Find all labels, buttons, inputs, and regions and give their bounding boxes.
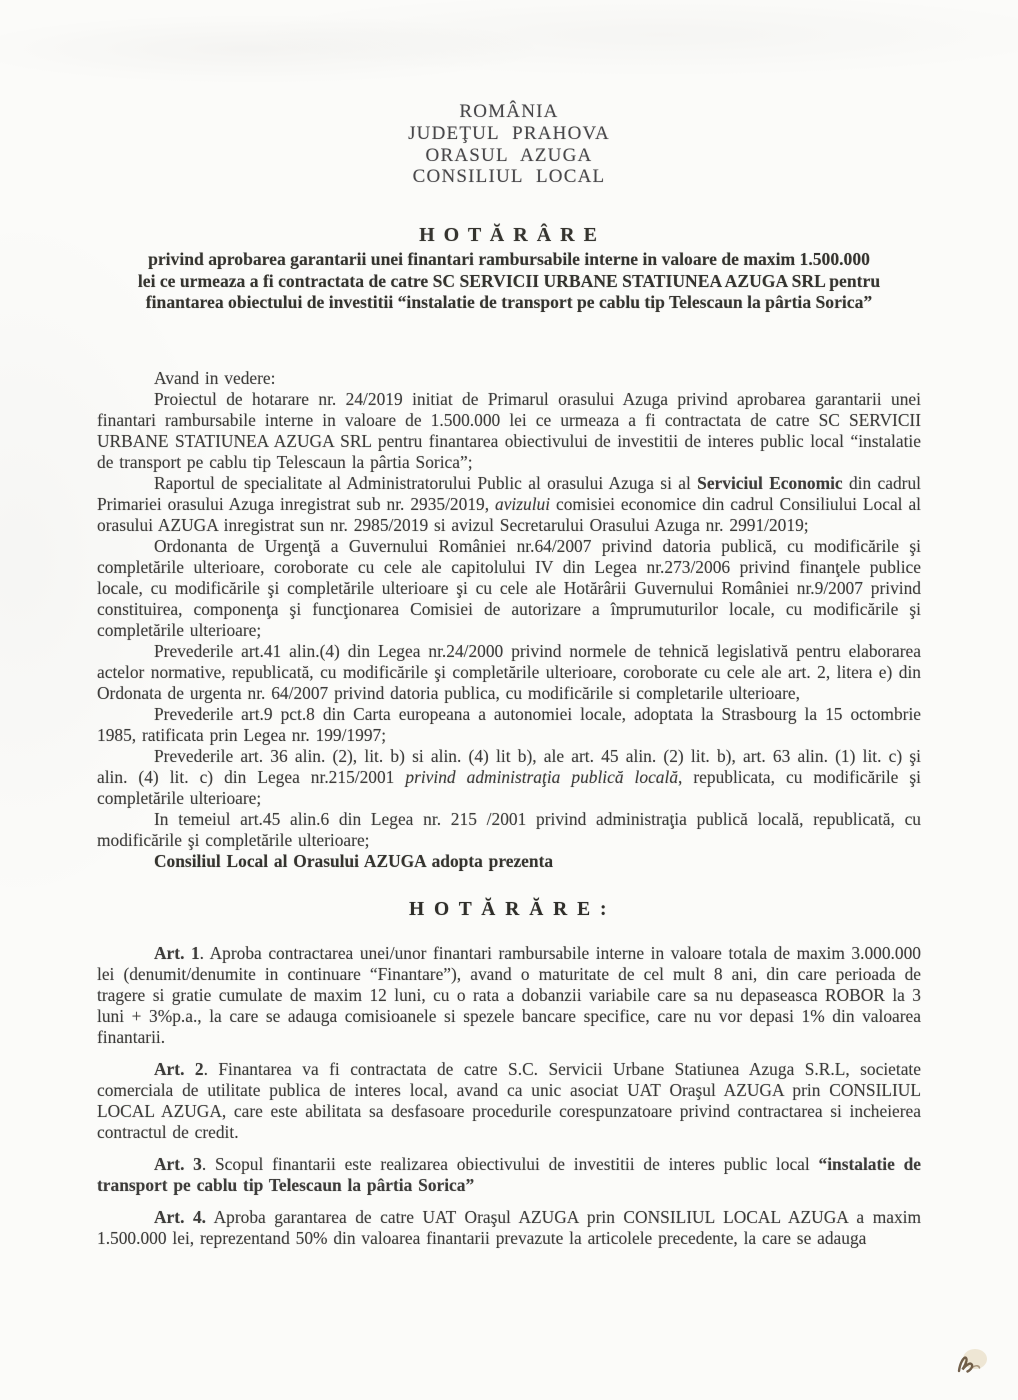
paragraph-project: Proiectul de hotarare nr. 24/2019 initiat de Primarul orasului Azuga privind aprobarea garantarii unei finantari rambursabile interne in valoare de 1.500.000 lei ce urmeaza a fi contractata de catre SC SERVICII URBANE STATIUNEA AZUGA SRL pentru finantarea obiectivului de investitii de interes public local “instalatie de transport pe cablu tip Telescaun la pârtia Sorica”;: [97, 389, 921, 472]
report-bold-economic-service: Serviciul Economic: [697, 473, 843, 493]
handwritten-ink-mark: [946, 1336, 992, 1382]
report-text: din cadrul Primariei orasului Azuga inregistrat sub nr. 2935/2019,: [97, 473, 921, 514]
article-2: [97, 1059, 921, 1143]
article-2-label: Art. 2: [154, 1059, 204, 1079]
header-line-county: JUDEŢUL PRAHOVA: [408, 122, 610, 144]
article-4: [97, 1207, 921, 1249]
paragraph-report: [97, 473, 921, 536]
paragraph-art36: [97, 746, 921, 809]
article-3-bold-objective: “instalatie de transport pe cablu tip Telescaun la pârtia Sorica”: [97, 1154, 921, 1195]
article-3: [97, 1154, 921, 1196]
article-1-label: Art. 1: [154, 943, 200, 963]
document-title: H O T Ă R Â R E: [419, 224, 599, 246]
art36-text: , republicata, cu modificările şi completările ulterioare;: [97, 767, 921, 808]
subtitle-line-2: lei ce urmeaza a fi contractata de catre SC SERVICII URBANE STATIUNEA AZUGA SRL pentru: [137, 270, 881, 291]
article-4-label: Art. 4.: [154, 1207, 206, 1227]
header-line-country: ROMÂNIA: [459, 101, 559, 122]
report-italic-avizului: avizului: [495, 494, 551, 514]
document-header: [0, 101, 1018, 188]
preamble-intro: Avand in vedere:: [154, 368, 276, 388]
article-3-text: . Scopul finantarii este realizarea obiectivului de investitii de interes public local: [201, 1154, 819, 1174]
paragraph-adopt: Consiliul Local al Orasului AZUGA adopta prezenta: [154, 851, 554, 871]
subtitle-line-1: privind aprobarea garantarii unei finantari rambursabile interne in valoare de maxim 1.500.000: [148, 249, 870, 269]
header-line-council: CONSILIUL LOCAL: [412, 166, 606, 188]
decision-heading: H O T Ă R Ă R E :: [409, 899, 609, 920]
paragraph-art41: Prevederile art.41 alin.(4) din Legea nr.24/2000 privind normele de tehnică legislativă pentru elaborarea actelor normative, republicată, cu modificările şi completările ulterioare, coroborate cu cele ale art. 2, litera e) din Ordonata de urgenta nr. 64/2007 privind datoria publica, cu modificările si completarile ulterioare,: [97, 641, 921, 703]
paragraph-oug64: Ordonanta de Urgenţă a Guvernului României nr.64/2007 privind datoria publică, cu modificările şi completările ulterioare, coroborate cu cele ale capitolului IV din Legea nr.273/2006 privind finanţele publice locale, cu modificările şi completările ulterioare şi cu cele ale Hotărârii Guvernului României nr.9/2007 privind constituirea, componenţa şi funcţionarea Comisiei de autorizare a împrumuturilor locale, cu modificările şi completările ulterioare;: [97, 536, 921, 640]
header-line-city: ORASUL AZUGA: [425, 144, 593, 166]
paragraph-carta-europeana: Prevederile art.9 pct.8 din Carta europeana a autonomiei locale, adoptata la Strasbourg la 15 octombrie 1985, ratificata prin Legea nr. 199/1997;: [97, 704, 921, 745]
subtitle-line-3: finantarea obiectului de investitii “instalatie de transport pe cablu tip Telescaun la pârtia Sorica”: [145, 292, 873, 313]
report-text: comisiei economice din cadrul Consiliului Local al orasului AZUGA inregistrat sun nr. 2985/2019 si avizul Secretarului Orasului Azuga nr. 2991/2019;: [97, 494, 921, 535]
articles-section: [97, 943, 921, 1260]
report-text: Raportul de specialitate al Administratorului Public al orasului Azuga si al: [154, 473, 698, 493]
document-subtitle: [97, 249, 921, 314]
title-block: [97, 223, 921, 314]
article-2-text: . Finantarea va fi contractata de catre S.C. Servicii Urbane Statiunea Azuga S.R.L, societate comerciala de utilitate publica de interes local, avand ca unic asociat UAT Oraşul AZUGA prin CONSILIUL LOCAL AZUGA, care este abilitata sa desfasoare procedurile corespunzatoare privind contractarea si incheierea contractul de credit.: [97, 1059, 921, 1142]
article-4-text: Aproba garantarea de catre UAT Oraşul AZUGA prin CONSILIUL LOCAL AZUGA a maxim 1.500.000 lei, reprezentand 50% din valoarea finantarii prevazute la articolele precedente, la care se adauga: [97, 1207, 921, 1248]
article-3-label: Art. 3: [154, 1154, 202, 1174]
art36-italic-law-title: privind administraţia publică locală: [405, 767, 679, 787]
art36-text: Prevederile art. 36 alin. (2), lit. b) si alin. (4) lit b), ale art. 45 alin. (2) lit. b), art. 63 alin. (1) lit. c) şi alin. (4) lit. c) din Legea nr.215/2001: [97, 746, 921, 787]
preamble-section: [97, 368, 921, 872]
article-1-text: . Aproba contractarea unei/unor finantari rambursabile interne in valoare totala de maxim 3.000.000 lei (denumit/denumite in continuare “Finantare”), avand o maturitate de cel mult 8 ani, din care perioada de tragere si gratie cumulate de maxim 12 luni, cu o rata a dobanzii variabile care sa nu depaseasca ROBOR la 3 luni + 3%p.a., la care se adauga comisioanele si spezele bancare specifice, care nu vor depasi 1% din valoarea finantarii.: [97, 943, 921, 1047]
paragraph-temei: In temeiul art.45 alin.6 din Legea nr. 215 /2001 privind administraţia publică locală, republicată, cu modificările şi completările ulterioare;: [97, 809, 921, 850]
article-1: [97, 943, 921, 1048]
